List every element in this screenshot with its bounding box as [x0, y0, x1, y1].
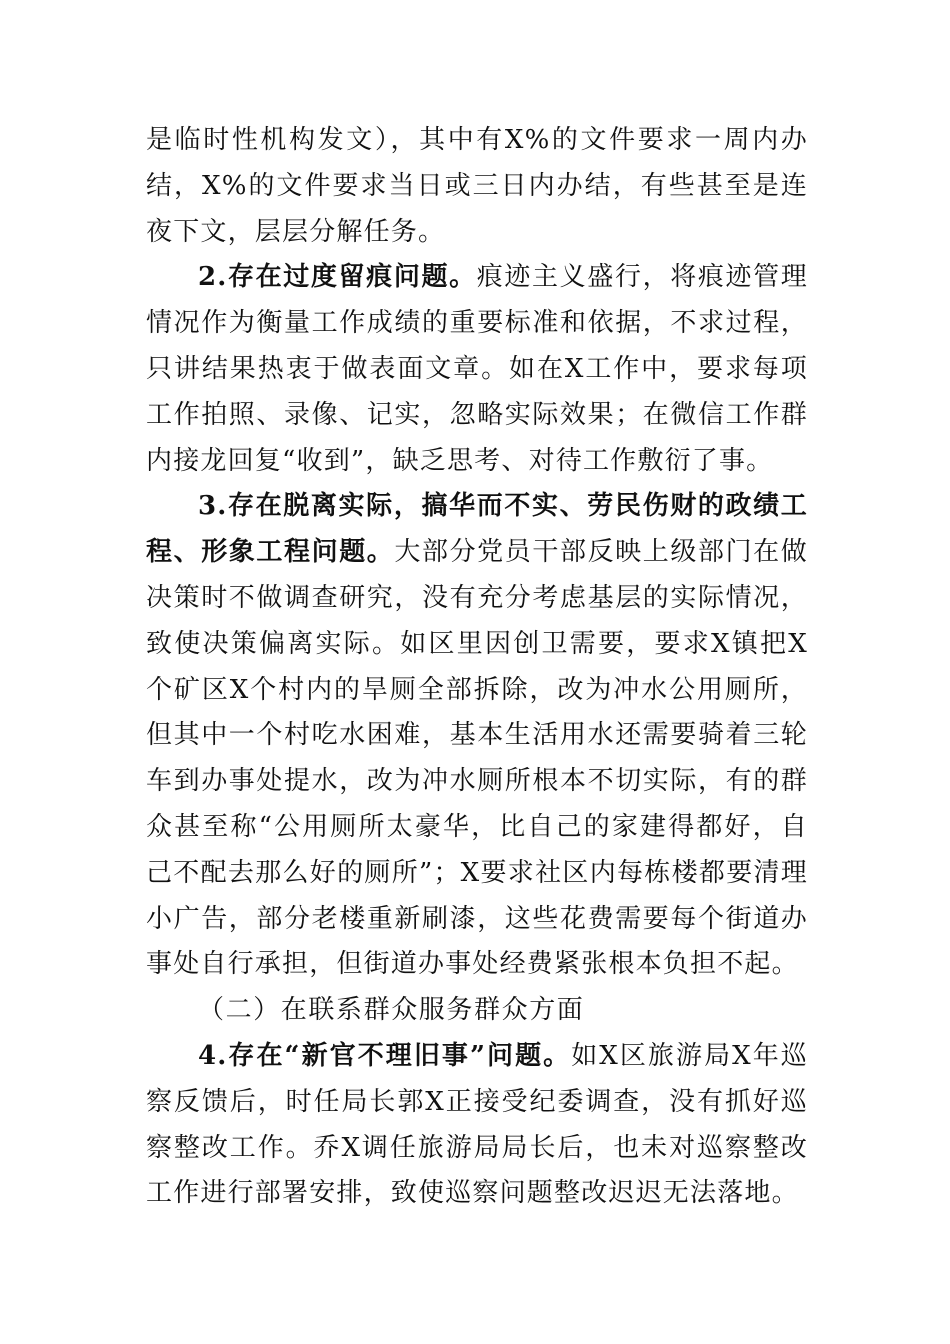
paragraph-item-2: [146, 255, 808, 484]
item-3-heading: 3.存在脱离实际，搞华而不实、劳民伤财的政绩工程、形象工程问题。: [146, 491, 808, 568]
item-4-body: 如X区旅游局X年巡察反馈后，时任局长郭X正接受纪委调查，没有抓好巡察整改工作。乔X调任旅游局局长后，也未对巡察整改工作进行部署安排，致使巡察问题整改迟迟无法落地。: [146, 1040, 808, 1209]
paragraph-item-3: [146, 484, 808, 988]
item-3-body: 大部分党员干部反映上级部门在做决策时不做调查研究，没有充分考虑基层的实际情况，致使决策偏离实际。如区里因创卫需要，要求X镇把X个矿区X个村内的旱厕全部拆除，改为冲水公用厕所，但其中一个村吃水困难，基本生活用水还需要骑着三轮车到办事处提水，改为冲水厕所根本不切实际，有的群众甚至称“公用厕所太豪华，比自己的家建得都好，自己不配去那么好的厕所”；X要求社区内每栋楼都要清理小广告，部分老楼重新刷漆，这些花费需要每个街道办事处自行承担，但街道办事处经费紧张根本负担不起。: [146, 537, 808, 980]
paragraph-item-4: [146, 1034, 808, 1217]
item-4-heading: 4.存在“新官不理旧事”问题。: [198, 1040, 572, 1071]
item-2-body: 痕迹主义盛行，将痕迹管理情况作为衡量工作成绩的重要标准和依据，不求过程，只讲结果热衷于做表面文章。如在X工作中，要求每项工作拍照、录像、记实，忽略实际效果；在微信工作群内接龙回复“收到”，缺乏思考、对待工作敷衍了事。: [146, 262, 808, 476]
document-page: [146, 118, 808, 1217]
item-2-heading: 2.存在过度留痕问题。: [198, 262, 477, 293]
section-2-title: （二）在联系群众服务群众方面: [198, 995, 585, 1026]
paragraph-continuation: 是临时性机构发文），其中有X%的文件要求一周内办结，X%的文件要求当日或三日内办结，有些甚至是连夜下文，层层分解任务。: [146, 125, 808, 247]
